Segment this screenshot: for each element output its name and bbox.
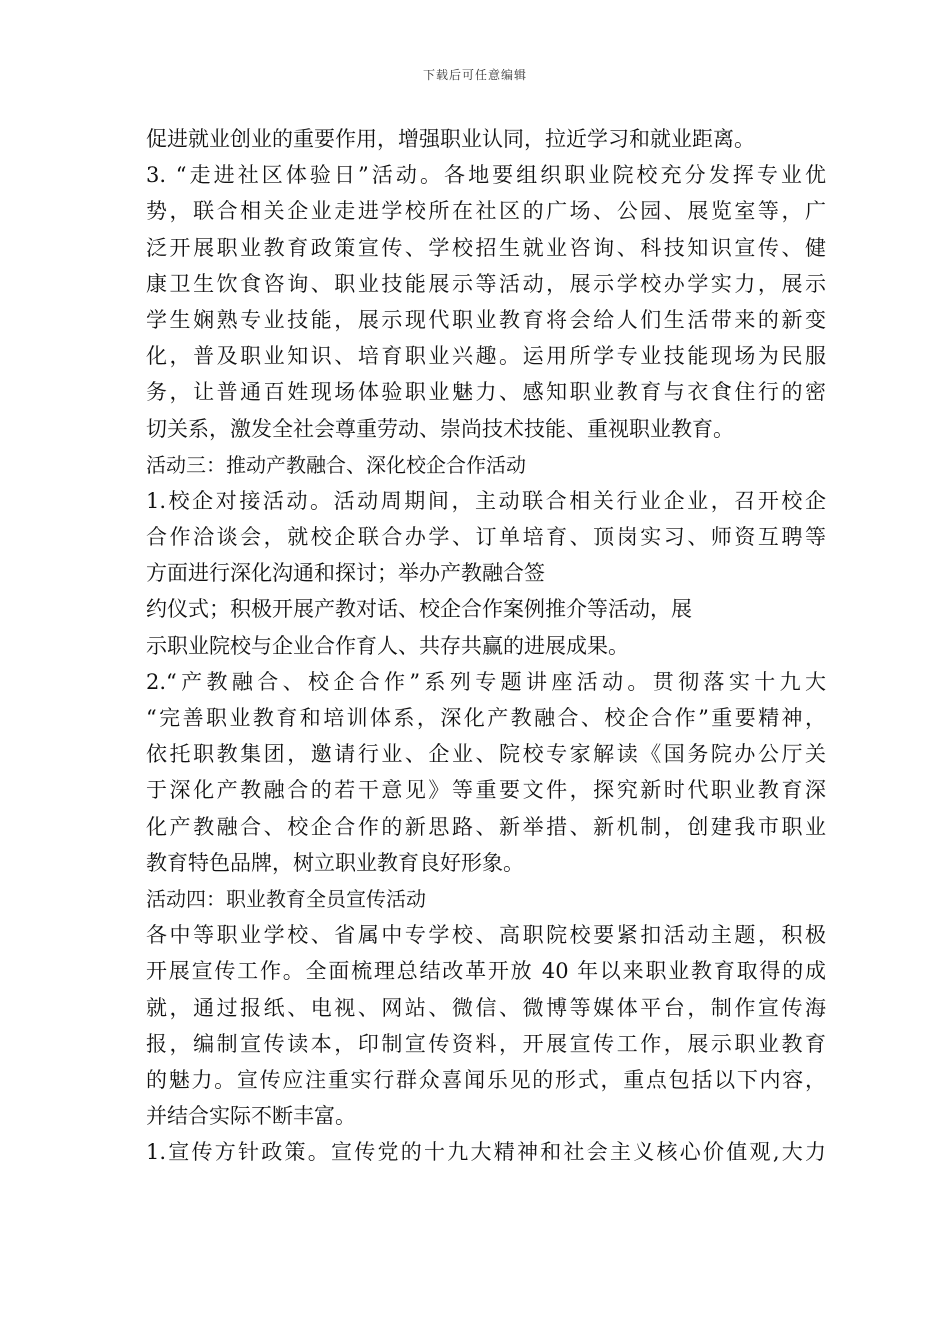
text-line: 泛开展职业教育政策宣传、学校招生就业咨询、科技知识宣传、健 <box>146 235 826 260</box>
text-line: 务，让普通百姓现场体验职业魅力、感知职业教育与衣食住行的密 <box>146 380 826 405</box>
section-heading: 活动三：推动产教融合、深化校企合作活动 <box>146 452 526 477</box>
text-line: 势，联合相关企业走进学校所在社区的广场、公园、展览室等，广 <box>146 199 826 224</box>
text-line: 1.宣传方针政策。宣传党的十九大精神和社会主义核心价值观,大力 <box>146 1140 826 1165</box>
text-line: 康卫生饮食咨询、职业技能展示等活动，展示学校办学实力，展示 <box>146 271 826 296</box>
text-line: 方面进行深化沟通和探讨；举办产教融合签 <box>146 561 545 586</box>
text-line: 学生娴熟专业技能，展示现代职业教育将会给人们生活带来的新变 <box>146 307 826 332</box>
page-header: 下载后可任意编辑 <box>422 68 527 82</box>
text-line: 并结合实际不断丰富。 <box>146 1104 356 1129</box>
text-line: 就，通过报纸、电视、网站、微信、微博等媒体平台，制作宣传海 <box>146 995 826 1020</box>
text-line: 的魅力。宣传应注重实行群众喜闻乐见的形式，重点包括以下内容， <box>146 1067 826 1092</box>
text-line: 示职业院校与企业合作育人、共存共赢的进展成果。 <box>146 633 629 658</box>
text-line: 合作洽谈会，就校企联合办学、订单培育、顶岗实习、师资互聘等 <box>146 525 826 550</box>
document-body <box>146 121 826 1170</box>
text-line: 报，编制宣传读本，印制宣传资料，开展宣传工作，展示职业教育 <box>146 1031 826 1056</box>
text-line: 依托职教集团，邀请行业、企业、院校专家解读《国务院办公厅关 <box>146 742 826 767</box>
text-line: 化，普及职业知识、培育职业兴趣。运用所学专业技能现场为民服 <box>146 344 826 369</box>
text-line: 开展宣传工作。全面梳理总结改革开放 40 年以来职业教育取得的成 <box>146 959 826 984</box>
text-line: 切关系，激发全社会尊重劳动、崇尚技术技能、重视职业教育。 <box>146 416 734 441</box>
text-line: 促进就业创业的重要作用，增强职业认同，拉近学习和就业距离。 <box>146 127 755 151</box>
text-line: 教育特色品牌，树立职业教育良好形象。 <box>146 850 524 875</box>
text-line: 3. “走进社区体验日”活动。各地要组织职业院校充分发挥专业优 <box>146 163 826 188</box>
text-line: “完善职业教育和培训体系，深化产教融合、校企合作”重要精神， <box>146 706 826 730</box>
text-line: 2.“产教融合、校企合作”系列专题讲座活动。贯彻落实十九大 <box>146 669 826 694</box>
text-line: 于深化产教融合的若干意见》等重要文件，探究新时代职业教育深 <box>146 778 826 803</box>
text-line: 化产教融合、校企合作的新思路、新举措、新机制，创建我市职业 <box>146 814 826 839</box>
text-line: 各中等职业学校、省属中专学校、高职院校要紧扣活动主题，积极 <box>146 923 826 948</box>
section-heading: 活动四：职业教育全员宣传活动 <box>146 886 426 911</box>
text-line: 1.校企对接活动。活动周期间，主动联合相关行业企业，召开校企 <box>146 488 826 513</box>
text-line: 约仪式；积极开展产教对话、校企合作案例推介等活动，展 <box>146 597 692 622</box>
